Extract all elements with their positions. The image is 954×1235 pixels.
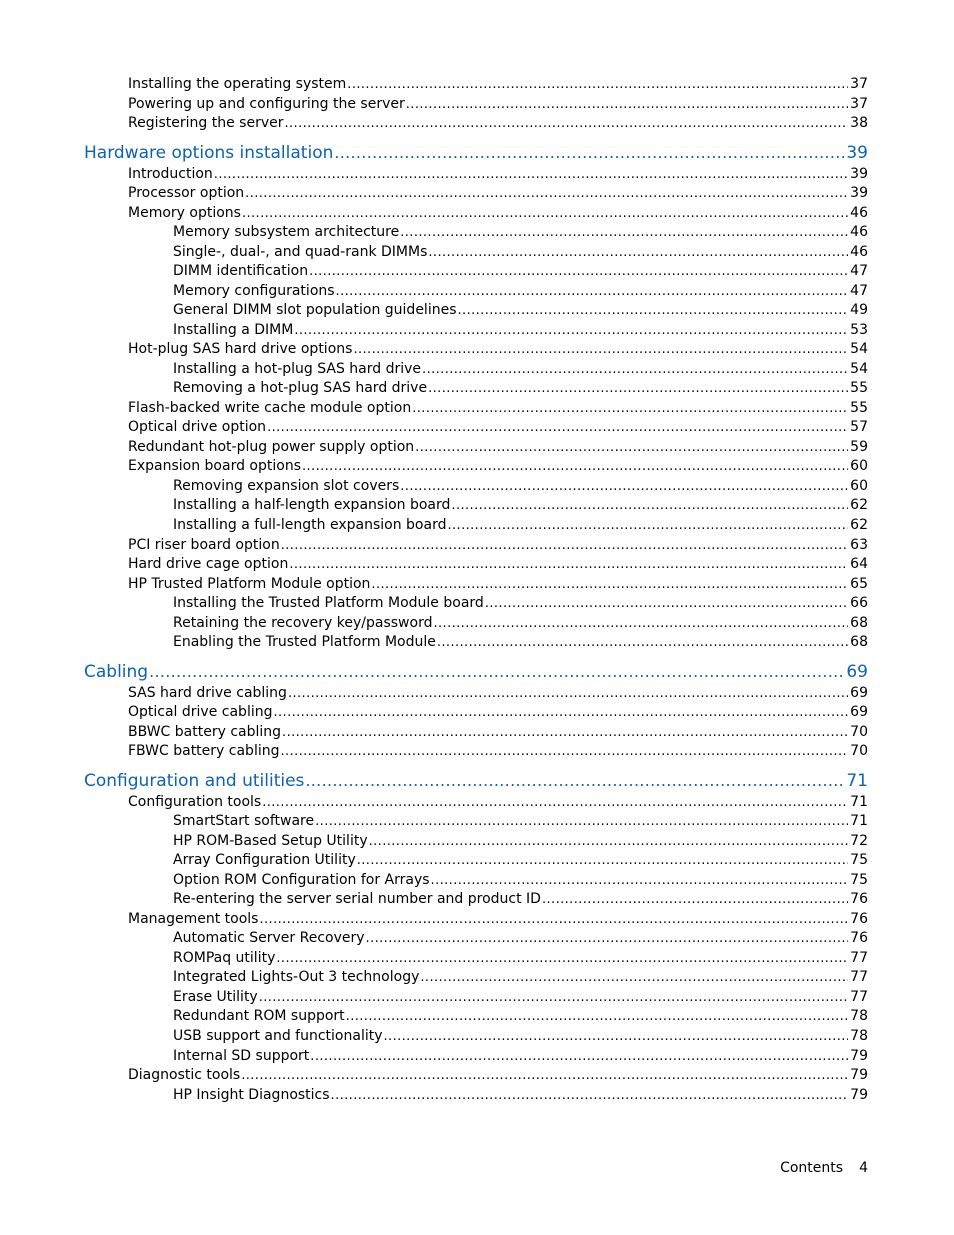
toc-entry[interactable]: [173, 614, 868, 633]
toc-entry-page-number: 38: [850, 115, 868, 131]
dot-leader: [346, 1008, 849, 1026]
toc-entry-title: HP Trusted Platform Module option: [128, 575, 371, 592]
footer-page-number: 4: [859, 1160, 868, 1176]
toc-entry-page-number: 54: [850, 360, 868, 377]
dot-leader: [347, 76, 848, 94]
toc-entry-title: SAS hard drive cabling: [128, 684, 287, 701]
toc-entry-page-number: 60: [850, 458, 868, 475]
toc-entry-page-number: 68: [850, 614, 868, 631]
toc-section-heading[interactable]: [84, 142, 868, 164]
toc-entry[interactable]: [128, 723, 868, 742]
toc-entry-title: Expansion board options: [128, 458, 301, 475]
toc-entry-page-number: 37: [850, 76, 868, 92]
toc-entry[interactable]: [173, 929, 868, 948]
dot-leader: [289, 556, 848, 574]
dot-leader: [294, 322, 848, 340]
toc-entry-title: Re-entering the server serial number and product ID: [173, 891, 541, 908]
dot-leader: [369, 833, 849, 851]
dot-leader: [309, 263, 848, 281]
toc-entry-title: Internal SD support: [173, 1047, 310, 1064]
toc-entry-title: Hot-plug SAS hard drive options: [128, 341, 353, 358]
toc-entry-title: Registering the server: [128, 115, 284, 131]
toc-entry[interactable]: [173, 949, 868, 968]
toc-entry-title: Enabling the Trusted Platform Module: [173, 634, 436, 651]
toc-entry[interactable]: [173, 496, 868, 515]
toc-entry[interactable]: [128, 438, 868, 457]
dot-leader: [336, 283, 849, 301]
toc-entry-title: Automatic Server Recovery: [173, 930, 365, 947]
toc-entry-title: General DIMM slot population guidelines: [173, 302, 457, 319]
toc-entry[interactable]: [173, 379, 868, 398]
dot-leader: [302, 458, 848, 476]
toc-entry[interactable]: [173, 594, 868, 613]
toc-entry-title: Installing a DIMM: [173, 321, 294, 338]
dot-leader: [428, 244, 848, 262]
dot-leader: [259, 989, 848, 1007]
toc-entry[interactable]: [128, 95, 868, 114]
toc-entry[interactable]: [173, 851, 868, 870]
toc-entry-title: Erase Utility: [173, 988, 258, 1005]
dot-leader: [400, 478, 848, 496]
toc-entry[interactable]: [128, 536, 868, 555]
toc-entry[interactable]: [128, 204, 868, 223]
toc-entry-page-number: 71: [850, 793, 868, 810]
toc-entry-page-number: 59: [850, 438, 868, 455]
toc-entry-title: DIMM identification: [173, 263, 309, 280]
dot-leader: [447, 517, 848, 535]
toc-entry-page-number: 53: [850, 321, 868, 338]
toc-entry[interactable]: [173, 321, 868, 340]
toc-entry[interactable]: [173, 988, 868, 1007]
dot-leader: [273, 704, 848, 722]
toc-entry[interactable]: [173, 1047, 868, 1066]
toc-entry-page-number: 63: [850, 536, 868, 553]
toc-entry-page-number: 46: [850, 224, 868, 241]
dot-leader: [542, 891, 848, 909]
toc-entry-page-number: 71: [850, 813, 868, 830]
toc-entry-page-number: 76: [850, 891, 868, 908]
toc-entry[interactable]: [128, 165, 868, 184]
toc-entry-title: ROMPaq utility: [173, 949, 276, 966]
dot-leader: [422, 361, 848, 379]
toc-entry[interactable]: [173, 223, 868, 242]
toc-entry-title: Installing a hot-plug SAS hard drive: [173, 360, 422, 377]
toc-entry-page-number: 77: [850, 988, 868, 1005]
toc-entry[interactable]: [128, 703, 868, 722]
dot-leader: [420, 969, 848, 987]
dot-leader: [428, 380, 848, 398]
toc-entry-page-number: 75: [850, 871, 868, 888]
dot-leader: [242, 205, 848, 223]
toc-entry[interactable]: [128, 742, 868, 761]
dot-leader: [149, 661, 844, 683]
toc-entry-page-number: 39: [846, 143, 868, 164]
toc-entry-title: HP ROM-Based Setup Utility: [173, 832, 368, 849]
toc-entry[interactable]: [128, 114, 868, 133]
toc-entry-title: Redundant ROM support: [173, 1008, 345, 1025]
toc-entry[interactable]: [128, 184, 868, 203]
toc-entry-title: Option ROM Configuration for Arrays: [173, 871, 430, 888]
dot-leader: [431, 872, 849, 890]
toc-entry[interactable]: [173, 243, 868, 262]
toc-entry-page-number: 72: [850, 832, 868, 849]
dot-leader: [437, 634, 848, 652]
dot-leader: [280, 743, 848, 761]
toc-entry[interactable]: [128, 457, 868, 476]
toc-entry[interactable]: [128, 910, 868, 929]
toc-entry-title: Introduction: [128, 165, 213, 182]
toc-entry-title: Single-, dual-, and quad-rank DIMMs: [173, 243, 428, 260]
toc-entry-page-number: 79: [850, 1047, 868, 1064]
dot-leader: [331, 1087, 849, 1105]
toc-entry-title: FBWC battery cabling: [128, 743, 280, 760]
toc-entry-title: Processor option: [128, 185, 245, 202]
footer-label: Contents: [780, 1160, 844, 1176]
dot-leader: [259, 911, 848, 929]
toc-entry[interactable]: [173, 1027, 868, 1046]
toc-entry[interactable]: [173, 262, 868, 281]
toc-entry-page-number: 78: [850, 1027, 868, 1044]
toc-entry-page-number: 60: [850, 477, 868, 494]
dot-leader: [406, 96, 848, 114]
toc-entry-page-number: 75: [850, 852, 868, 869]
toc-entry-title: Integrated Lights-Out 3 technology: [173, 969, 420, 986]
dot-leader: [267, 419, 848, 437]
toc-entry-page-number: 66: [850, 595, 868, 611]
toc-entry-title: Memory options: [128, 204, 241, 221]
toc-entry-page-number: 62: [850, 516, 868, 533]
dot-leader: [458, 302, 849, 320]
toc-entry[interactable]: [173, 890, 868, 909]
dot-leader: [214, 166, 848, 184]
toc-entry-page-number: 77: [850, 969, 868, 986]
toc-entry-page-number: 69: [850, 704, 868, 721]
toc-entry-page-number: 79: [850, 1086, 868, 1103]
toc-entry[interactable]: [128, 399, 868, 418]
toc-entry-title: Powering up and configuring the server: [128, 95, 405, 112]
toc-entry-title: Memory configurations: [173, 282, 335, 299]
toc-entry-title: Installing a full-length expansion board: [173, 516, 447, 533]
toc-entry-title: Installing the Trusted Platform Module board: [173, 595, 484, 611]
dot-leader: [415, 439, 848, 457]
toc-entry[interactable]: [128, 75, 868, 94]
toc-entry-page-number: 78: [850, 1008, 868, 1025]
toc-entry[interactable]: [173, 301, 868, 320]
toc-entry-page-number: 76: [850, 910, 868, 927]
toc-entry-title: Hardware options installation: [84, 143, 334, 164]
dot-leader: [357, 852, 848, 870]
toc-entry-title: SmartStart software: [173, 813, 315, 830]
toc-entry-title: Installing a half-length expansion board: [173, 497, 451, 514]
dot-leader: [288, 685, 848, 703]
toc-entry-title: BBWC battery cabling: [128, 723, 282, 740]
dot-leader: [310, 1048, 848, 1066]
toc-entry[interactable]: [128, 793, 868, 812]
toc-entry-title: Optical drive cabling: [128, 704, 273, 721]
toc-entry-page-number: 49: [850, 302, 868, 319]
toc-entry-title: PCI riser board option: [128, 536, 280, 553]
toc-entry[interactable]: [173, 516, 868, 535]
toc-entry-title: Removing a hot-plug SAS hard drive: [173, 380, 428, 397]
toc-entry-title: Array Configuration Utility: [173, 852, 356, 869]
dot-leader: [305, 770, 844, 792]
toc-entry-page-number: 64: [850, 556, 868, 572]
toc-entry-title: Installing the operating system: [128, 76, 347, 92]
toc-entry-title: HP Insight Diagnostics: [173, 1086, 330, 1103]
toc-entry[interactable]: [173, 360, 868, 379]
toc-entry-title: Flash-backed write cache module option: [128, 399, 412, 416]
toc-entry-page-number: 70: [850, 723, 868, 740]
dot-leader: [262, 794, 848, 812]
toc-entry-title: Cabling: [84, 662, 149, 683]
dot-leader: [384, 1028, 849, 1046]
toc-entry[interactable]: [128, 684, 868, 703]
toc-entry-page-number: 77: [850, 949, 868, 966]
dot-leader: [353, 341, 848, 359]
toc-entry-page-number: 57: [850, 419, 868, 436]
dot-leader: [282, 724, 848, 742]
toc-entry-page-number: 47: [850, 263, 868, 280]
toc-entry-page-number: 70: [850, 743, 868, 760]
toc-entry-page-number: 47: [850, 282, 868, 299]
toc-entry-title: Configuration tools: [128, 793, 262, 810]
toc-entry-page-number: 55: [850, 380, 868, 397]
dot-leader: [433, 615, 848, 633]
dot-leader: [315, 813, 848, 831]
toc-entry-page-number: 37: [850, 95, 868, 112]
toc-entry[interactable]: [128, 555, 868, 574]
toc-entry[interactable]: [173, 1007, 868, 1026]
toc-entry[interactable]: [173, 282, 868, 301]
toc-entry[interactable]: [128, 418, 868, 437]
dot-leader: [334, 142, 844, 164]
toc-entry-title: Configuration and utilities: [84, 771, 305, 792]
toc-entry[interactable]: [173, 812, 868, 831]
dot-leader: [400, 224, 848, 242]
dot-leader: [281, 537, 848, 555]
toc-entry-page-number: 39: [850, 185, 868, 202]
toc-entry-title: Diagnostic tools: [128, 1067, 241, 1083]
toc-entry-page-number: 39: [850, 165, 868, 182]
toc-entry[interactable]: [128, 1066, 868, 1085]
dot-leader: [245, 185, 848, 203]
toc-entry-title: Memory subsystem architecture: [173, 224, 400, 241]
dot-leader: [241, 1067, 848, 1085]
toc-entry[interactable]: [173, 477, 868, 496]
toc-entry[interactable]: [173, 633, 868, 652]
toc-entry-page-number: 68: [850, 634, 868, 651]
toc-entry-page-number: 69: [850, 684, 868, 701]
toc-entry-page-number: 76: [850, 930, 868, 947]
dot-leader: [284, 115, 848, 133]
toc-entry[interactable]: [173, 968, 868, 987]
dot-leader: [451, 497, 848, 515]
toc-section-heading[interactable]: [84, 661, 868, 683]
toc-entry-page-number: 69: [846, 662, 868, 683]
toc-entry-page-number: 65: [850, 575, 868, 592]
toc-entry-title: USB support and functionality: [173, 1027, 383, 1044]
dot-leader: [412, 400, 848, 418]
toc-entry-title: Optical drive option: [128, 419, 267, 436]
dot-leader: [276, 950, 848, 968]
toc-section-heading[interactable]: [84, 770, 868, 792]
toc-entry[interactable]: [173, 1086, 868, 1105]
toc-entry[interactable]: [128, 575, 868, 594]
toc-entry-title: Removing expansion slot covers: [173, 477, 400, 494]
toc-entry-page-number: 54: [850, 341, 868, 358]
toc-entry-page-number: 71: [846, 771, 868, 792]
toc-entry-page-number: 62: [850, 497, 868, 514]
dot-leader: [366, 930, 849, 948]
toc-entry[interactable]: [173, 832, 868, 851]
toc-entry-title: Redundant hot-plug power supply option: [128, 438, 415, 455]
toc-entry-title: Hard drive cage option: [128, 556, 289, 572]
toc-entry[interactable]: [173, 871, 868, 890]
toc-entry-page-number: 46: [850, 204, 868, 221]
toc-entry[interactable]: [128, 340, 868, 359]
page-footer: [780, 1159, 868, 1177]
toc-entry-page-number: 55: [850, 399, 868, 416]
toc-entry-title: Management tools: [128, 910, 259, 927]
dot-leader: [371, 576, 848, 594]
dot-leader: [485, 595, 848, 613]
toc-entry-title: Retaining the recovery key/password: [173, 614, 433, 631]
toc-entry-page-number: 79: [850, 1067, 868, 1083]
toc-entry-page-number: 46: [850, 243, 868, 260]
